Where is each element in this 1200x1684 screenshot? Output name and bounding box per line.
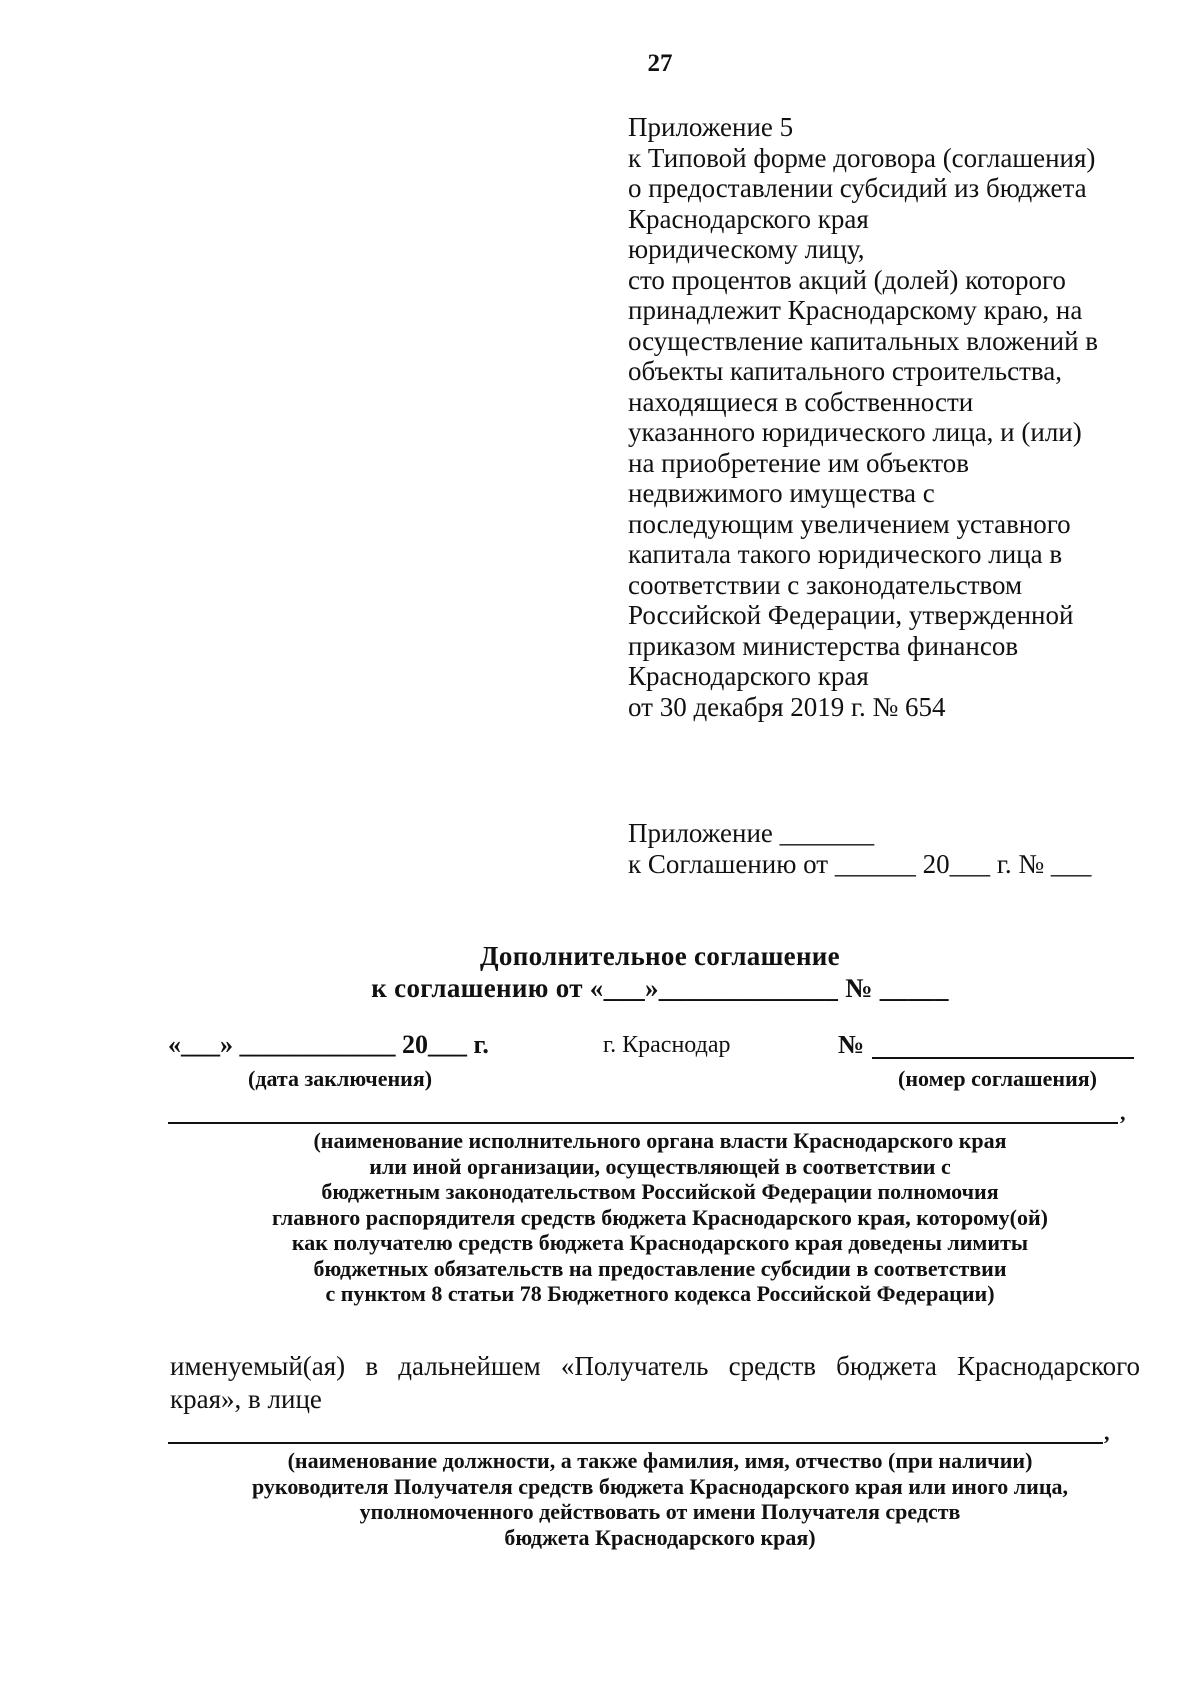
annex-line-2: к Соглашению от ______ 20___ г. № ___ (628, 849, 1092, 879)
representative-note-line: руководителя Получателя средств бюджета Краснодарского края или иного лица, (251, 1473, 1068, 1499)
appendix-line: находящиеся в собственности (628, 386, 974, 417)
authority-note-line: как получателю средств бюджета Краснодарского края доведены лимиты (291, 1230, 1029, 1255)
appendix-line: осуществление капитальных вложений в (628, 325, 1099, 356)
authority-note-line: главного распорядителя средств бюджета Краснодарского края, которому(ой) (272, 1204, 1048, 1230)
appendix-line: от 30 декабря 2019 г. № 654 (628, 691, 946, 722)
date-field: «___» ____________ 20___ г. (168, 1030, 489, 1059)
authority-name-line (168, 1122, 1118, 1124)
authority-line-comma: , (1120, 1100, 1126, 1125)
number-label: № (838, 1030, 865, 1059)
title-line-2: к соглашению от «___»_____________ № _____ (371, 973, 949, 1003)
appendix-line: юридическому лицу, (628, 234, 865, 264)
title-line-1: Дополнительное соглашение (480, 941, 840, 971)
annex-line-1: Приложение _______ (628, 818, 875, 848)
appendix-line: указанного юридического лица, и (или) (628, 417, 1082, 447)
appendix-header (628, 112, 1098, 722)
date-caption: (дата заключения) (248, 1066, 433, 1091)
appendix-line: объекты капитального строительства, (628, 356, 1062, 386)
appendix-line: капитала такого юридического лица в (628, 539, 1063, 569)
representative-name-line (168, 1442, 1103, 1444)
authority-note-line: бюджетным законодательством Российской Федерации полномочия (321, 1179, 999, 1204)
city-label: г. Краснодар (603, 1032, 731, 1058)
appendix-line: приказом министерства финансов (628, 630, 1019, 661)
authority-note-line: с пунктом 8 статьи 78 Бюджетного кодекса Российской Федерации) (325, 1281, 995, 1306)
appendix-line: о предоставлении субсидий из бюджета (628, 173, 1087, 203)
authority-note (200, 1128, 1120, 1307)
appendix-line: сто процентов акций (долей) которого (628, 264, 1066, 295)
authority-note-line: или иной организации, осуществляющей в соответствии с (369, 1153, 951, 1179)
appendix-line: к Типовой форме договора (соглашения) (628, 142, 1096, 173)
page-number: 27 (647, 50, 673, 77)
appendix-line: последующим увеличением уставного (628, 508, 1071, 539)
document-title (0, 940, 1200, 1004)
appendix-line: на приобретение им объектов (628, 447, 969, 478)
authority-note-line: бюджетных обязательств на предоставление субсидии в соответствии (313, 1255, 1007, 1281)
appendix-line: Краснодарского края (628, 661, 869, 691)
representative-note-line: бюджета Краснодарского края) (504, 1524, 816, 1550)
appendix-line: недвижимого имущества с (628, 478, 935, 508)
number-caption: (номер соглашения) (898, 1066, 1097, 1091)
representative-note (200, 1448, 1120, 1550)
appendix-line: соответствии с законодательством (628, 569, 1023, 600)
appendix-line: Краснодарского края (628, 203, 869, 234)
authority-note-line: (наименование исполнительного органа власти Краснодарского края (313, 1128, 1007, 1153)
date-row (0, 1030, 1200, 1060)
representative-note-line: (наименование должности, а также фамилия, имя, отчество (при наличии) (287, 1448, 1033, 1473)
annex-block (628, 818, 1091, 880)
representative-line-comma: , (1104, 1420, 1110, 1445)
appendix-line: принадлежит Краснодарскому краю, на (628, 295, 1083, 325)
appendix-line: Российской Федерации, утвержденной (628, 600, 1074, 630)
representative-note-line: уполномоченного действовать от имени Получателя средств (359, 1499, 961, 1524)
agreement-number-line (872, 1057, 1134, 1059)
body-line-2: края», в лице (170, 1384, 322, 1414)
appendix-line: Приложение 5 (628, 112, 794, 142)
body-paragraph (170, 1350, 1140, 1416)
body-line-1: именуемый(ая) в дальнейшем «Получатель средств бюджета Краснодарского (170, 1351, 1140, 1381)
